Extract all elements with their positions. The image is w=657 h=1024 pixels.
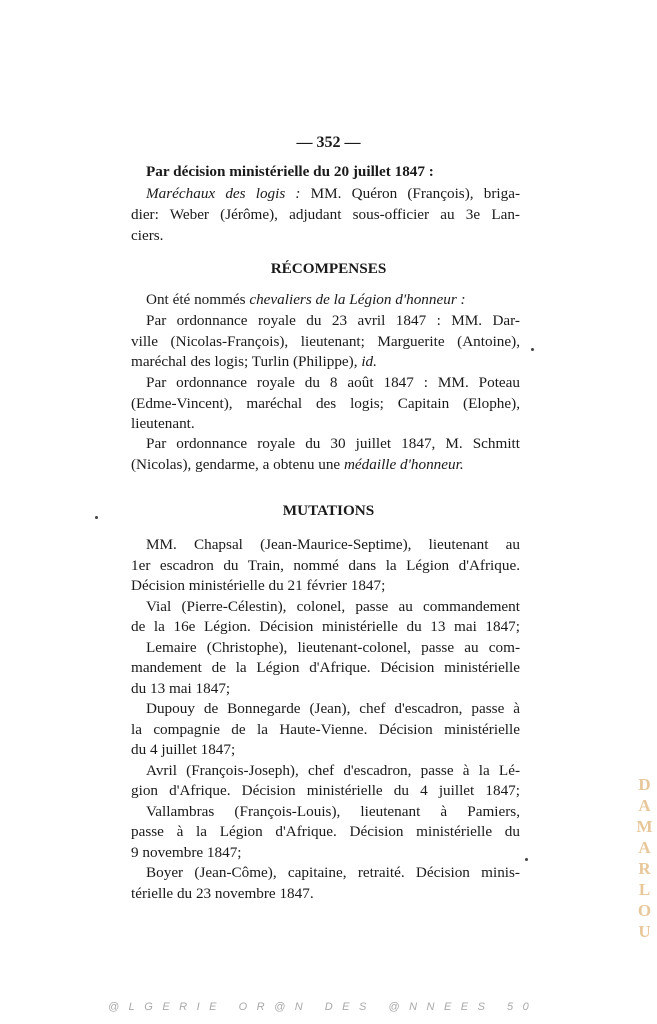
watermark-text: DAMARLOU <box>635 775 654 943</box>
recompenses-p2-line-3: lieutenant. <box>131 415 195 432</box>
mutation-line: Vallambras (François-Louis), lieutenant à Pamiers, <box>146 803 520 820</box>
print-speck <box>531 348 534 351</box>
mutation-line: Dupouy de Bonnegarde (Jean), chef d'escadron, passe à <box>146 700 520 717</box>
page-number: — 352 — <box>296 134 361 151</box>
mutation-line: 9 novembre 1847; <box>131 844 242 861</box>
mutation-line: térielle du 23 novembre 1847. <box>131 885 314 902</box>
print-speck <box>95 516 98 519</box>
decision-rest: MM. Quéron (François), briga- <box>310 185 520 202</box>
recompenses-p3-line-1: Par ordonnance royale du 30 juillet 1847, M. Schmitt <box>146 435 520 452</box>
recompenses-p3-line-2 <box>131 455 520 476</box>
p3-text: (Nicolas), gendarme, a obtenu une <box>131 456 341 473</box>
mutation-line: Décision ministérielle du 21 février 1847; <box>131 577 386 594</box>
p1-last-italic: id. <box>361 353 377 370</box>
mutation-line: gion d'Afrique. Décision ministérielle du 4 juillet 1847; <box>131 782 520 799</box>
recompenses-p1-line-1: Par ordonnance royale du 23 avril 1847 : MM. Dar- <box>146 312 520 329</box>
footer-caption: @LGERIE OR@N DES @NNEES 50 <box>108 1001 539 1013</box>
decision-italic: Maréchaux des logis : <box>146 185 301 202</box>
mutation-line: la compagnie de la Haute-Vienne. Décision ministérielle <box>131 721 520 738</box>
mutation-line: 1er escadron du Train, nommé dans la Légion d'Afrique. <box>131 557 520 574</box>
recompenses-p2-line-1: Par ordonnance royale du 8 août 1847 : MM. Poteau <box>146 374 520 391</box>
recompenses-p1-line-3 <box>131 352 520 373</box>
heading-recompenses: RÉCOMPENSES <box>270 260 387 277</box>
mutation-line: Vial (Pierre-Célestin), colonel, passe au commandement <box>146 598 520 615</box>
intro-italic: chevaliers de la Légion d'honneur : <box>249 291 466 308</box>
mutation-line: Avril (François-Joseph), chef d'escadron, passe à la Lé- <box>146 762 520 779</box>
mutation-line: passe à la Légion d'Afrique. Décision ministérielle du <box>131 823 520 840</box>
mutation-line: MM. Chapsal (Jean-Maurice-Septime), lieutenant au <box>146 536 520 553</box>
intro-text: Ont été nommés <box>146 291 246 308</box>
decision-line-2: dier: Weber (Jérôme), adjudant sous-officier au 3e Lan- <box>131 206 520 223</box>
recompenses-p1-line-2: ville (Nicolas-François), lieutenant; Marguerite (Antoine), <box>131 333 520 350</box>
decision-title: Par décision ministérielle du 20 juillet 1847 : <box>146 163 434 180</box>
mutation-line: du 13 mai 1847; <box>131 680 231 697</box>
p1-last-text: maréchal des logis; Turlin (Philippe), <box>131 353 358 370</box>
mutation-line: mandement de la Légion d'Afrique. Décision ministérielle <box>131 659 520 676</box>
decision-line-1 <box>146 184 520 205</box>
heading-mutations: MUTATIONS <box>282 502 375 519</box>
decision-line-3: ciers. <box>131 227 164 244</box>
recompenses-intro <box>146 290 520 311</box>
mutation-line: Boyer (Jean-Côme), capitaine, retraité. Décision minis- <box>146 864 520 881</box>
recompenses-p2-line-2: (Edme-Vincent), maréchal des logis; Capitain (Elophe), <box>131 395 520 412</box>
print-speck <box>525 858 528 861</box>
mutation-line: Lemaire (Christophe), lieutenant-colonel, passe au com- <box>146 639 520 656</box>
mutation-line: de la 16e Légion. Décision ministérielle du 13 mai 1847; <box>131 618 520 635</box>
mutation-line: du 4 juillet 1847; <box>131 741 236 758</box>
p3-italic: médaille d'honneur. <box>343 456 464 473</box>
